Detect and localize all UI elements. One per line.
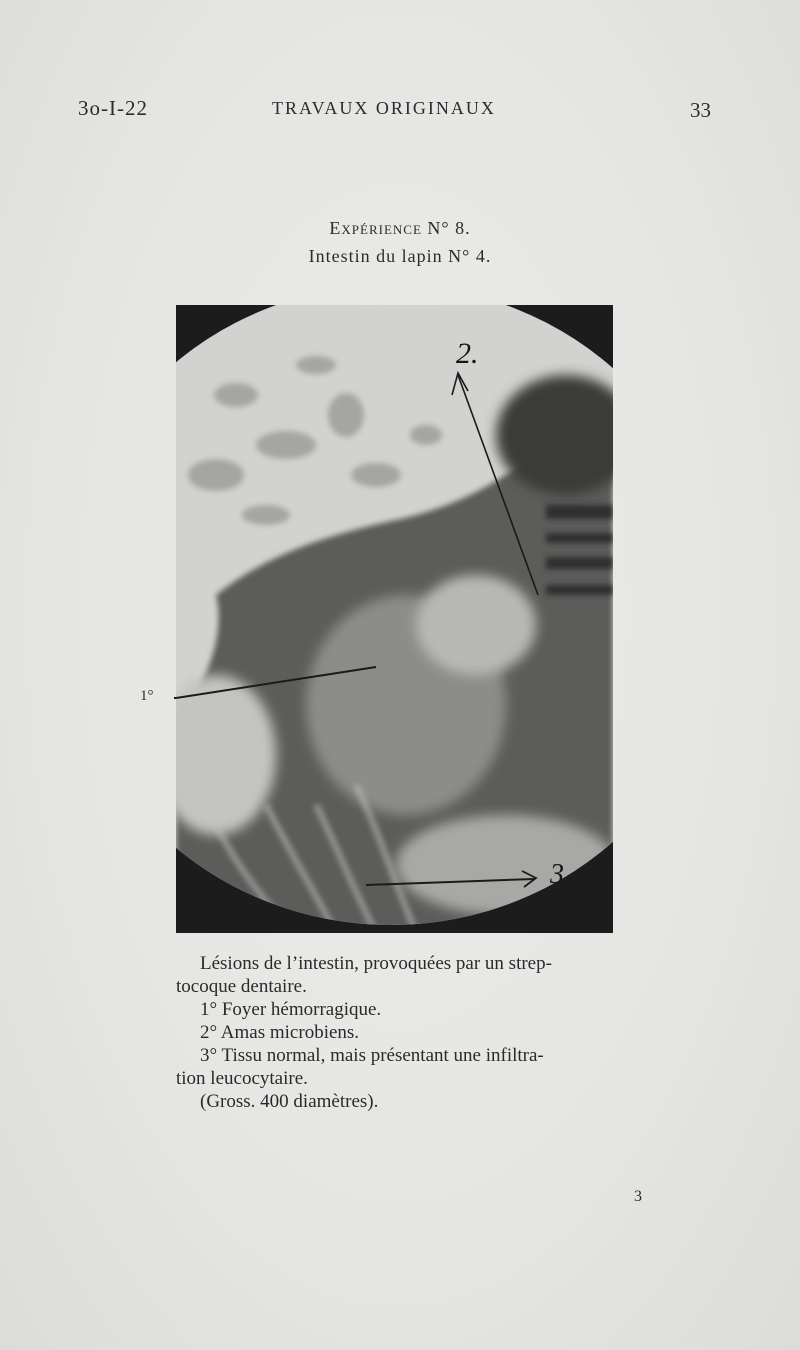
caption-item-2: 2° Amas microbiens. <box>200 1022 360 1043</box>
experiment-subtitle: Intestin du lapin N° 4. <box>308 246 492 266</box>
caption-item-3b: tion leucocytaire. <box>176 1068 308 1089</box>
caption-line-1: Lésions de l’intestin, provoquées par un strep- <box>200 953 552 974</box>
caption-magnification: (Gross. 400 diamètres). <box>200 1091 379 1112</box>
signature-mark: 3 <box>634 1188 642 1205</box>
running-head <box>0 96 800 126</box>
section-title: TRAVAUX ORIGINAUX <box>272 98 496 118</box>
caption-line-2: tocoque dentaire. <box>176 976 307 997</box>
page-number: 33 <box>690 98 711 122</box>
issue-date: 3o-I-22 <box>78 96 148 120</box>
figure-caption <box>176 952 616 1113</box>
label-1: 1° <box>140 688 154 704</box>
pointer-line-1-outer <box>150 660 180 710</box>
experiment-title <box>0 218 800 239</box>
micrograph <box>176 305 613 933</box>
experiment-title-text: Expérience N° 8. <box>329 218 471 238</box>
micrograph-image <box>176 305 613 933</box>
caption-item-1: 1° Foyer hémorragique. <box>200 999 382 1020</box>
caption-item-3a: 3° Tissu normal, mais présentant une infiltra- <box>200 1045 544 1066</box>
label-3: 3 <box>550 859 564 890</box>
label-2: 2. <box>456 337 479 370</box>
